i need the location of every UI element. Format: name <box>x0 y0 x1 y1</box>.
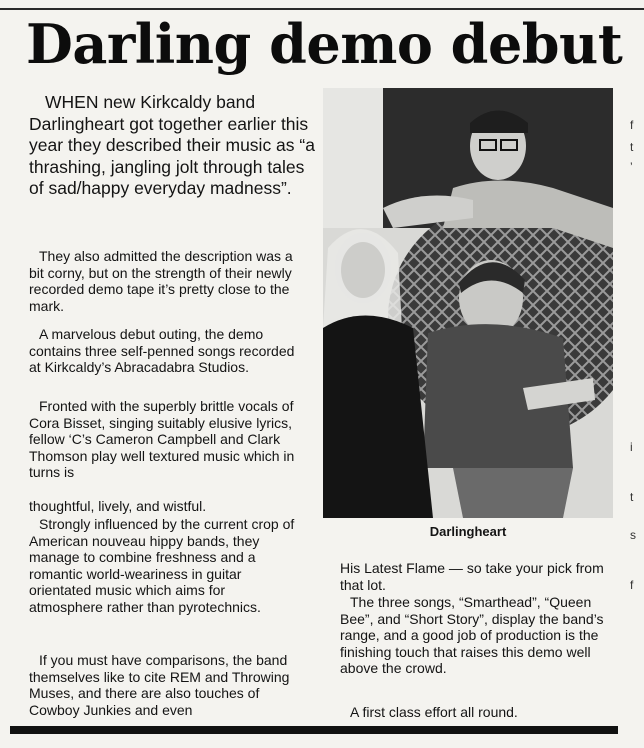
body-paragraph: Strongly influenced by the current crop of American nouveau hippy bands, they manage to combine freshness and a romantic world-weariness in guitar orientated music which aims for atmosphere rather than pyrotechnics. <box>29 516 295 615</box>
body-paragraph: Fronted with the superbly brittle vocals of Cora Bisset, singing suitably elusive lyrics, fellow ‘C’s Cameron Campbell and Clark Thomson play well textured music which in turns is <box>29 398 295 481</box>
band-photo-image <box>323 88 613 518</box>
margin-fragment: ’ <box>630 160 633 174</box>
body-paragraph: thoughtful, lively, and wistful. <box>29 498 207 514</box>
body-paragraph: They also admitted the description was a bit corny, but on the strength of their newly recorded demo tape it’s pretty close to the mark. <box>29 248 293 314</box>
margin-fragment: f <box>630 118 634 132</box>
margin-fragment: t <box>630 490 634 504</box>
margin-fragment: s <box>630 528 636 542</box>
margin-fragment: i <box>630 440 633 454</box>
body-paragraph: A first class effort all round. <box>350 704 518 720</box>
top-rule <box>0 8 644 10</box>
lead-paragraph: WHEN new Kirkcaldy band Darlingheart got together earlier this year they described their music as “a thrashing, jangling jolt through tales of sad/happy everyday madness”. <box>29 92 315 198</box>
margin-fragment: t <box>630 140 634 154</box>
photo-caption: Darlingheart <box>429 524 507 539</box>
body-paragraph: His Latest Flame — so take your pick from that lot. <box>340 560 604 593</box>
bottom-rule <box>10 726 618 734</box>
band-photo <box>323 88 613 518</box>
headline: Darling demo debut <box>26 12 623 76</box>
body-paragraph: The three songs, “Smarthead”, “Queen Bee”, and “Short Story”, display the band’s range, and a good job of production is the finishing touch that raises this demo well above the crowd. <box>340 594 604 677</box>
body-paragraph: A marvelous debut outing, the demo contains three self-penned songs recorded at Kirkcaldy’s Abracadabra Studios. <box>29 326 295 376</box>
margin-fragment: f <box>630 578 634 592</box>
body-paragraph: If you must have comparisons, the band themselves like to cite REM and Throwing Muses, and there are also touches of Cowboy Junkies and even <box>29 652 290 718</box>
